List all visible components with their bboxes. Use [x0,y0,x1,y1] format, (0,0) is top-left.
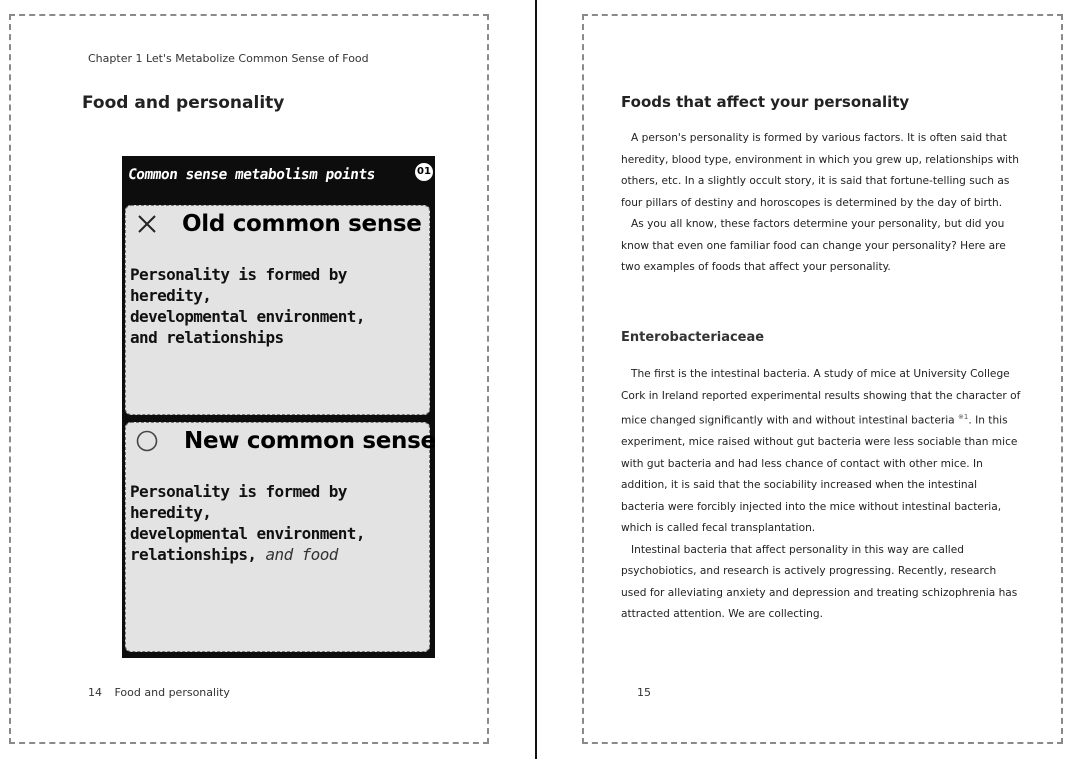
old-common-sense-title: Old common sense [182,211,422,237]
points-box-header [126,160,430,190]
page-spine [535,0,537,759]
page-number: 15 [637,686,651,699]
body-text: . In this experiment, mice raised without gut bacteria were less sociable than mice with gut bacteria and had less chance of contact with other mice. In addition, it is said that the sociability increased when the intestinal bacteria were forcibly injected into the mice without intestinal bacteria, which is called fecal transplantation. [621,414,1018,535]
right-page [582,14,1063,744]
new-common-sense-title: New common sense [184,428,436,454]
point-number-badge: 01 [415,163,433,181]
old-common-sense-card [125,205,430,415]
footer-label: Food and personality [114,686,230,699]
left-page [9,14,489,744]
left-footer [88,686,230,699]
section-title: Foods that affect your personality [621,93,910,111]
circle-icon [134,428,160,454]
old-common-sense-text [130,264,430,348]
chapter-header: Chapter 1 Let's Metabolize Common Sense of Food [88,52,369,65]
intro-text: As you all know, these factors determine your personality, but did you know that even one familiar food can change your personality? Here are two examples of foods that affect your personality. [621,218,1006,273]
new-line-main: relationships, [130,545,257,564]
new-line: Personality is formed by [130,482,347,501]
old-line: heredity, [130,286,212,305]
footnote-mark: ※1 [958,413,969,421]
points-box [122,156,435,658]
body-text: The first is the intestinal bacteria. A study of mice at University College Cork in Ireland reported experimental results showing that the character of mice changed significantly with and without intestinal bacteria [621,368,1021,427]
cross-icon [134,211,160,237]
new-line-last [130,544,430,565]
new-common-sense-card [125,422,436,652]
old-line: Personality is formed by [130,265,347,284]
right-footer [637,686,651,699]
intro-paragraph [621,128,1021,279]
body-text: Intestinal bacteria that affect personality in this way are called psychobiotics, and research is actively progressing. Recently, research used for alleviating anxiety and depression and treating schizophrenia has attracted attention. We are collecting. [621,543,1018,621]
body-paragraph [621,364,1021,626]
new-line-emphasis: and food [256,545,338,564]
page-title: Food and personality [82,93,285,113]
page-number: 14 [88,686,102,699]
new-line: heredity, [130,503,212,522]
new-line: developmental environment, [130,524,365,543]
new-common-sense-text [130,481,430,565]
points-box-header-label: Common sense metabolism points [126,167,377,183]
subsection-title: Enterobacteriaceae [621,330,765,345]
old-line: developmental environment, [130,307,365,326]
old-line: and relationships [130,328,284,347]
intro-text: A person's personality is formed by various factors. It is often said that heredity, blood type, environment in which you grew up, relationships with others, etc. In a slightly occult story, it is said that fortune-telling such as four pillars of destiny and horoscopes is determined by the day of birth. [621,132,1019,209]
